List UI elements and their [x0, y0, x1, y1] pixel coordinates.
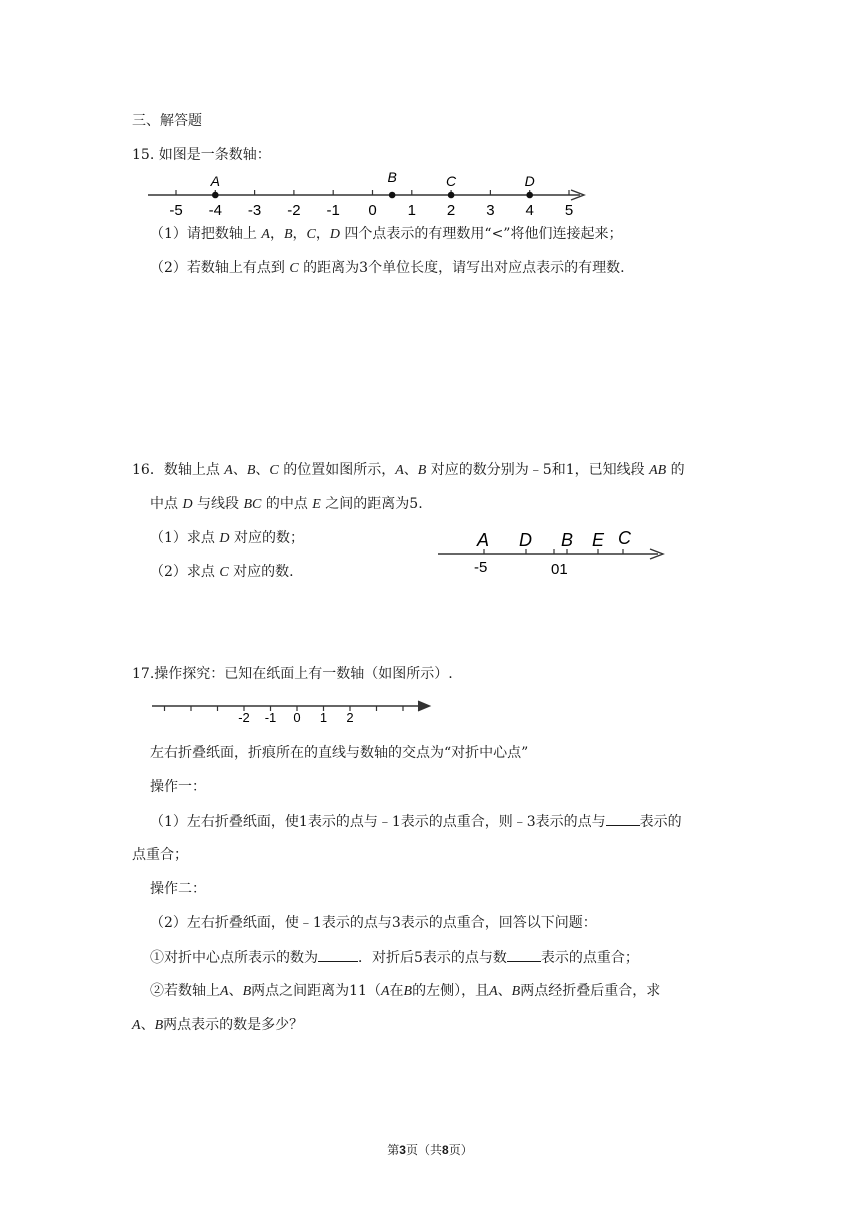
q16-pt-b: B [246, 463, 256, 478]
q17-tick-label: -1 [264, 710, 277, 725]
footer-text: 页（共 [405, 1143, 442, 1157]
q17-sub1 [150, 947, 639, 968]
q17-number-line [150, 698, 440, 726]
q16-number-line [436, 524, 668, 580]
q16-text: 之间的距离为5. [325, 496, 423, 512]
q16-text: 的中点 [265, 496, 308, 512]
q17-sub2-cont [132, 1015, 303, 1036]
q17-text: 的左侧），且 [412, 983, 490, 999]
q17-blank-3[interactable] [507, 947, 541, 962]
q17-sep: 、 [140, 1017, 155, 1033]
q17-text: 表示的点重合； [540, 950, 639, 966]
q17-pt-a: A [380, 984, 390, 999]
q17-tick-label: 0 [293, 710, 301, 725]
q17-tick-label: -2 [238, 710, 250, 725]
q16-text: 与线段 [197, 496, 240, 512]
q16-seg-ab: AB [649, 463, 667, 478]
q15-tick-label: -5 [169, 202, 183, 219]
q15-number-line [148, 168, 598, 218]
q17-blank-1[interactable] [606, 811, 640, 826]
q16-fig-label-c: C [618, 528, 631, 548]
q15-part1: （1）请把数轴上 A，B，C，D 四个点表示的有理数用“<”将他们连接起来； [150, 226, 623, 242]
q17-part2: （2）左右折叠纸面，使﹣1表示的点与3表示的点重合，回答以下问题： [150, 915, 597, 931]
q16-sep: 、 [232, 462, 247, 478]
q17-pt-a: A [489, 984, 498, 999]
q15-point-d [526, 192, 533, 199]
q15-point-c [448, 192, 455, 199]
q17-op2: 操作二： [150, 881, 206, 897]
q15-tick-label: -2 [287, 202, 301, 219]
q15-tick-label: 3 [486, 202, 495, 219]
q15-pt-c-ref: C [289, 261, 299, 276]
q15-tick-label: 1 [407, 202, 416, 219]
q17-text: 两点表示的数是多少？ [163, 1017, 304, 1033]
q15-tick-label: 5 [564, 202, 574, 219]
q17-text: （1）左右折叠纸面，使1表示的点与﹣1表示的点重合，则﹣3表示的点与 [150, 814, 606, 830]
q15-tick-label: -3 [247, 202, 262, 219]
q15-point-label-a: A [210, 173, 220, 189]
q16-sep: 、 [403, 462, 418, 478]
q15-point-a [212, 192, 219, 199]
q17-tick-label: 1 [319, 710, 328, 725]
q17-text: ②若数轴上 [150, 983, 220, 999]
q15-tick-label: 2 [446, 202, 456, 219]
q17-part1 [150, 811, 682, 832]
q16-pt-a: A [224, 463, 233, 478]
q17-pt-b: B [403, 984, 413, 999]
q17-fold-def: 左右折叠纸面，折痕所在的直线与数轴的交点为“对折中心点” [150, 745, 529, 761]
q16-sep: 、 [255, 462, 270, 478]
q16-seg-bc: BC [243, 497, 262, 512]
q17-pt-a: A [132, 1018, 141, 1033]
q16-text: （2）求点 [150, 564, 215, 580]
q15-tick-label: 4 [525, 202, 534, 219]
q15-number: 15. [132, 147, 155, 163]
q15-pt-b: B [283, 227, 293, 242]
q16-line2 [150, 494, 423, 515]
q15-tick-label: -4 [208, 202, 222, 219]
q16-text: 的 [670, 462, 685, 478]
q15-part2-text-end: 的距离为3个单位长度，请写出对应点表示的有理数. [303, 260, 625, 276]
q16-text: 对应的数； [233, 530, 304, 546]
q16-text: （1）求点 [150, 530, 215, 546]
q17-text: 在 [389, 983, 404, 999]
q16-pt-d: D [219, 531, 230, 546]
q16-pt-a: A [395, 463, 404, 478]
q15-point-label-c: C [446, 173, 457, 189]
page-footer [0, 1141, 860, 1158]
q17-text: ①对折中心点所表示的数为 [150, 950, 318, 966]
q17-part1-cont: 点重合； [132, 847, 188, 863]
q16-part2 [150, 562, 294, 583]
q16-fig-tick-01: 01 [551, 561, 568, 578]
q17-text: 表示的 [639, 814, 682, 830]
q15-point-label-b: B [387, 169, 397, 185]
footer-text: 页） [448, 1143, 473, 1157]
q16-fig-label-e: E [592, 530, 605, 550]
q17-tick-label: 2 [346, 710, 354, 725]
q15-pt-a: A [261, 227, 270, 242]
q17-blank-2[interactable] [318, 947, 358, 962]
q17-axis-arrow [418, 701, 430, 711]
q16-pt-d: D [182, 497, 193, 512]
section-heading: 三、解答题 [132, 113, 202, 129]
q15-pt-c: C [306, 227, 316, 242]
q17-pt-b: B [154, 1018, 164, 1033]
q17-title: 17.操作探究：已知在纸面上有一数轴（如图所示）. [132, 666, 453, 682]
q16-text: 中点 [150, 496, 178, 512]
q16-pt-c: C [219, 565, 229, 580]
footer-text: 第 [387, 1143, 400, 1157]
q17-sub2 [150, 981, 660, 1002]
q16-text: 对应的数分别为﹣5和1，已知线段 [430, 462, 645, 478]
q16-text: 16．数轴上点 [132, 462, 220, 478]
q17-pt-b: B [242, 984, 252, 999]
q16-pt-c: C [269, 463, 279, 478]
q15-part1-text: （1）请把数轴上 [150, 226, 257, 242]
q16-line1 [132, 460, 685, 481]
q17-sep: 、 [497, 983, 512, 999]
q15-stem [132, 145, 271, 165]
q15-part1-text-end: 四个点表示的有理数用“<”将他们连接起来； [344, 226, 623, 242]
q17-pt-a: A [220, 984, 229, 999]
q16-fig-label-d: D [519, 530, 532, 550]
q16-fig-tick-minus5: -5 [474, 559, 488, 576]
q15-tick-label: -1 [326, 202, 340, 219]
q15-part2-text: （2）若数轴上有点到 [150, 260, 285, 276]
q17-text: 两点之间距离为11（ [251, 983, 381, 999]
q17-text: 两点经折叠后重合，求 [520, 983, 661, 999]
q16-pt-e: E [312, 497, 321, 512]
q17-op1: 操作一： [150, 779, 206, 795]
q15-point-b [389, 192, 396, 199]
q16-text: 对应的数. [233, 564, 294, 580]
q15-stem-text: 如图是一条数轴： [158, 147, 271, 163]
q17-sep: 、 [228, 983, 243, 999]
footer-total-pages: 8 [442, 1143, 449, 1157]
q16-part1 [150, 528, 304, 549]
q17-text: ．对折后5表示的点与数 [358, 950, 507, 966]
q16-fig-label-a: A [477, 530, 490, 550]
q16-text: 的位置如图所示， [283, 462, 396, 478]
q16-fig-label-b: B [561, 530, 574, 550]
footer-page-number: 3 [399, 1143, 406, 1157]
q17-pt-b: B [511, 984, 521, 999]
q15-point-label-d: D [524, 173, 535, 189]
q15-tick-label: 0 [368, 202, 377, 219]
q15-pt-d: D [329, 227, 340, 242]
q15-part2 [150, 258, 625, 279]
q16-pt-b: B [417, 463, 427, 478]
